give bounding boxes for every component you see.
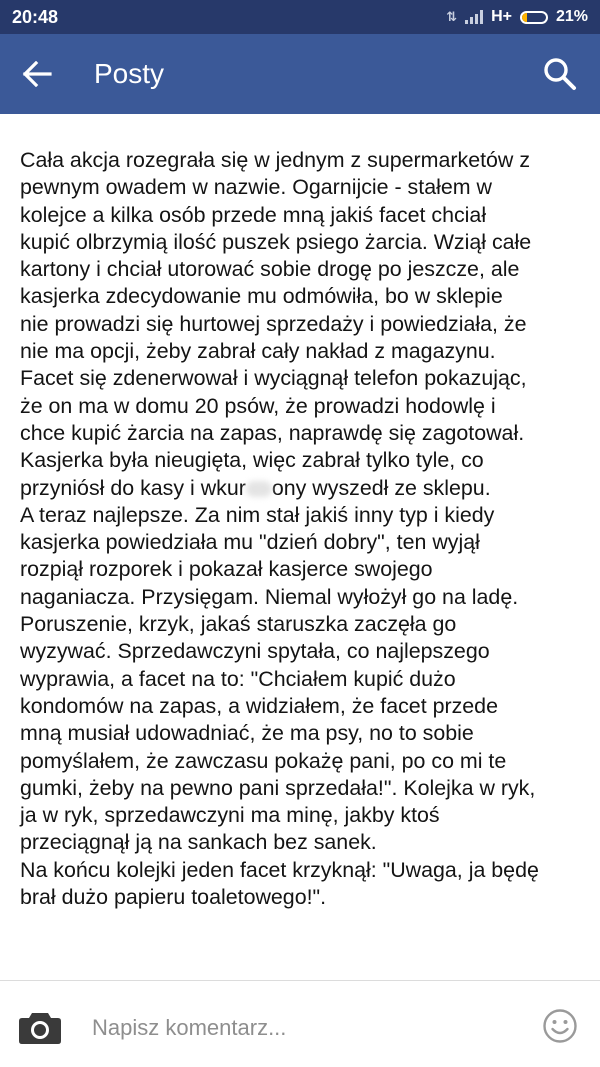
post-line: chce kupić żarcia na zapas, naprawdę się zagotował. [20, 420, 525, 445]
app-bar [0, 34, 600, 114]
post-line: ja w ryk, sprzedawczyni ma minę, jakby ktoś [20, 803, 440, 828]
search-icon [542, 56, 578, 92]
post-line: kolejce a kilka osób przede mną jakiś facet chciał [20, 202, 487, 227]
post-line: nie prowadzi się hurtowej sprzedaży i powiedziała, że [20, 311, 527, 336]
post-line: mną musiał udowadniać, że ma psy, no to sobie [20, 721, 474, 746]
post-line: brał dużo papieru toaletowego!". [20, 885, 327, 910]
page-title: Posty [94, 58, 165, 89]
battery-fill [522, 13, 527, 22]
back-button[interactable] [22, 34, 82, 114]
post-line: kondomów na zapas, a widziałem, że facet przede [20, 693, 498, 718]
post-line-start: przyniósł do kasy i wkur [20, 475, 246, 500]
post-line: kasjerka powiedziała mu "dzień dobry", ten wyjął [20, 530, 480, 555]
post-line: A teraz najlepsze. Za nim stał jakiś inny typ i kiedy [20, 502, 495, 527]
post-line: Poruszenie, krzyk, jakaś staruszka zaczęła go [20, 612, 457, 637]
post-line-end: ony wyszedł ze sklepu. [271, 475, 491, 500]
post-line: kartony i chciał utorować sobie drogę po jeszcze, ale [20, 257, 520, 282]
comment-bar [0, 981, 600, 1067]
post-line: naganiacza. Przysięgam. Niemal wyłożył go na ladę. [20, 584, 519, 609]
comment-input[interactable] [92, 1011, 512, 1045]
battery-percent: 21% [555, 8, 588, 25]
post-line: kupić olbrzymią ilość puszek psiego żarcia. Wziął całe [20, 229, 532, 254]
battery-icon [520, 11, 548, 24]
post-line: pomyślałem, że zawczasu pokażę pani, po co mi te [20, 748, 507, 773]
status-bar [0, 0, 600, 34]
post-line: Kasjerka była nieugięta, więc zabrał tylko tyle, co [20, 448, 484, 473]
status-indicators [446, 8, 588, 26]
post-body [0, 114, 600, 980]
post-line: rozpiął rozporek i pokazał kasjerce swojego [20, 557, 433, 582]
post-line: przeciągnął ją na sankach bez sanek. [20, 830, 377, 855]
arrow-left-icon [22, 61, 52, 87]
data-arrows-icon: ⇅ [446, 9, 458, 24]
signal-icon [465, 10, 483, 24]
status-time: 20:48 [12, 6, 59, 27]
search-button[interactable] [542, 56, 578, 92]
post-line-censored [20, 475, 586, 502]
emoji-button[interactable] [542, 1008, 578, 1044]
post-line: gumki, żeby na pewno pani sprzedała!". Kolejka w ryk, [20, 775, 536, 800]
censor-blur [246, 481, 272, 497]
post-line: pewnym owadem w nazwie. Ogarnijcie - stałem w [20, 175, 492, 200]
camera-button[interactable] [18, 1009, 62, 1045]
smiley-icon [542, 1008, 578, 1044]
post-line: że on ma w domu 20 psów, że prowadzi hodowlę i [20, 393, 496, 418]
post-line: Cała akcja rozegrała się w jednym z supermarketów z [20, 148, 531, 172]
post-line: kasjerka zdecydowanie mu odmówiła, bo w sklepie [20, 284, 503, 309]
post-line: Facet się zdenerwował i wyciągnął telefon pokazując, [20, 366, 527, 391]
network-type: H+ [491, 8, 512, 25]
post-line: nie ma opcji, żeby zabrał cały nakład z magazynu. [20, 339, 496, 364]
post-line: wyprawia, a facet na to: "Chciałem kupić dużo [20, 666, 456, 691]
post-line: Na końcu kolejki jeden facet krzyknął: "Uwaga, ja będę [20, 857, 539, 882]
camera-icon [18, 1009, 62, 1045]
post-line: wyzywać. Sprzedawczyni spytała, co najlepszego [20, 639, 490, 664]
